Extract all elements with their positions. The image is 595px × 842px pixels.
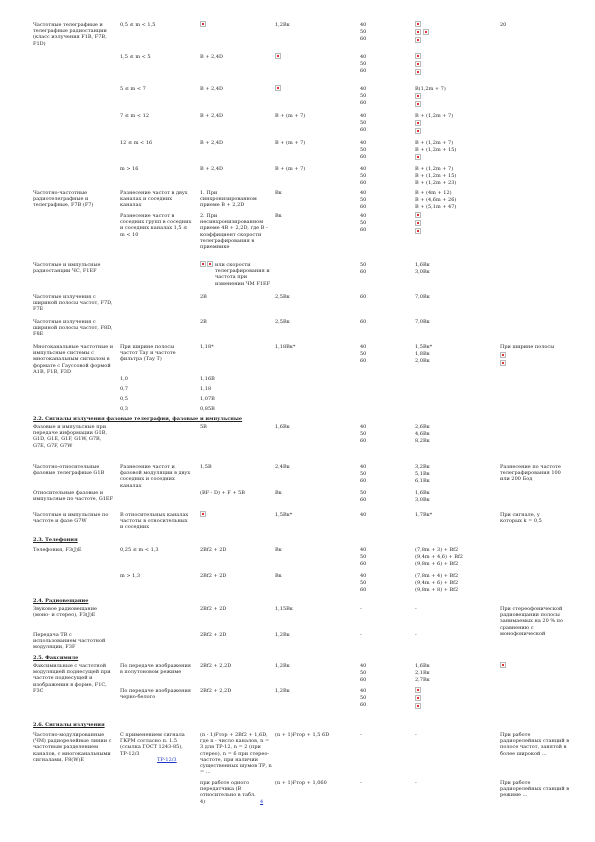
image-placeholder-icon xyxy=(415,695,421,701)
cell-value: 1,5Bк* xyxy=(275,512,293,518)
cell-condition: 0,5 xyxy=(120,396,128,402)
cell-db: 40 xyxy=(360,190,367,196)
row-title: Частотные телеграфные и телеграфные радиостанции (класс излучения F1В, F7В, F1D) xyxy=(33,22,107,47)
image-placeholder-icon xyxy=(200,261,206,267)
cell-db: - xyxy=(360,632,362,638)
cell-formula: при работе одного передатчика (В относительно в табл. 4) xyxy=(200,780,256,805)
cell-bandwidth: (9,4m + 4,6) + Bf2 xyxy=(415,554,463,560)
cell-value: Bк xyxy=(275,573,282,579)
cell-note: Разнесение по частоте телеграфирования 100 или 200 Бод xyxy=(500,464,561,483)
cell-formula: B + 2,4D xyxy=(200,140,224,146)
cell-value: B + (m + 7) xyxy=(275,166,306,172)
cell-db: 60 xyxy=(360,180,367,186)
cell-db: 50 xyxy=(360,220,367,226)
cell-bandwidth: 5,1Bк xyxy=(415,471,430,477)
cell-bandwidth: - xyxy=(415,780,417,786)
cell-db: - xyxy=(360,780,362,786)
cell-formula: 1,16B xyxy=(200,376,215,382)
cell-bandwidth: (9,8m + 6) + Bf2 xyxy=(415,561,459,567)
cell-bandwidth: 8,2Bк xyxy=(415,438,430,444)
cell-db: 60 xyxy=(360,358,367,364)
cell-value: 2,5Bк xyxy=(275,294,290,300)
cell-formula: 2Bf2 + 2D xyxy=(200,632,227,638)
cell-db: 40 xyxy=(360,140,367,146)
cell-db: 50 xyxy=(360,695,367,701)
cell-formula: 2B xyxy=(200,294,207,300)
cell-db: 40 xyxy=(360,573,367,579)
cell-bandwidth: (9,4m + 6) + Bf2 xyxy=(415,580,459,586)
cell-db: 60 xyxy=(360,497,367,503)
cell-bandwidth: 1,6Bк xyxy=(415,663,430,669)
cell-db: 40 xyxy=(360,86,367,92)
cell-note: При работе радиорелейных станций в режиме ... xyxy=(500,780,570,799)
cell-condition: 0,3 xyxy=(120,406,128,412)
cell-db: 40 xyxy=(360,113,367,119)
cell-formula: 2B xyxy=(200,319,207,325)
cell-value: Bк xyxy=(275,190,282,196)
cell-condition: Разнесение частот и фазовой модуляции в двух соседних и соседних каналах xyxy=(120,464,191,489)
cell-db: 40 xyxy=(360,512,367,518)
cell-db: 50 xyxy=(360,120,367,126)
cell-db: 40 xyxy=(360,22,367,28)
cell-formula: 2Bf2 + 2D xyxy=(200,606,227,612)
cell-condition: С применением сигнала ГКРМ согласно п. 1.5 (ссылка ГОСТ 1243-85), ТР-12/3 xyxy=(120,732,185,757)
cell-bandwidth: 1,6Bк xyxy=(415,262,430,268)
section-heading: 2.2. Сигналы излучения фазовые телеграфии, фазовые и импульсные xyxy=(33,416,243,422)
row-title: Частотные излучения с шириной полосы частот, F7D, F7E xyxy=(33,294,113,313)
cell-formula: 2Bf2 + 2D xyxy=(200,573,227,579)
cell-value: 1,2Bк xyxy=(275,663,290,669)
cell-formula: 2. При несинхронизированном приеме 4B + 2,2D, где B - коэффициент скорости телеграфирования в приемнике xyxy=(200,213,268,251)
image-placeholder-icon xyxy=(207,261,213,267)
cell-formula: или скорости телеграфирования и частота при изменении ЧМ F1EF xyxy=(215,262,271,287)
image-placeholder-icon xyxy=(415,21,421,27)
cell-formula: 1,18* xyxy=(200,344,214,350)
row-title: Фазовые и импульсные при передаче информации G1B, G1D, G1E, G1F, G1W, G7B, G7E, G7F, G7W xyxy=(33,424,107,449)
cell-value: 1,6Bк xyxy=(275,424,290,430)
cell-bandwidth: B + (1,2m + 15) xyxy=(415,173,457,179)
cell-bandwidth: 2,1Bк xyxy=(415,670,430,676)
cell-bandwidth: B + (1,2m + 7) xyxy=(415,166,454,172)
cell-bandwidth: 3,0Bк xyxy=(415,269,430,275)
image-placeholder-icon xyxy=(500,352,506,358)
image-placeholder-icon xyxy=(415,53,421,59)
cell-db: 60 xyxy=(360,438,367,444)
cell-db: 50 xyxy=(360,29,367,35)
image-placeholder-icon xyxy=(415,212,421,218)
cell-bandwidth: - xyxy=(415,732,417,738)
cell-value: 2,4Bк xyxy=(275,464,290,470)
cell-bandwidth: 1,7Bк* xyxy=(415,512,433,518)
cell-value: Bк xyxy=(275,213,282,219)
image-placeholder-icon xyxy=(415,29,421,35)
cell-condition: 0,7 xyxy=(120,386,128,392)
image-placeholder-icon xyxy=(500,360,506,366)
cell-value: Bк xyxy=(275,547,282,553)
cell-db: 60 xyxy=(360,36,367,42)
image-placeholder-icon xyxy=(415,228,421,234)
cell-condition: В относительных каналах частоты в относительных и соседних xyxy=(120,512,189,531)
row-title: Частотно-модулированные (ЧМ) радиорелейные линии с частотным разделением каналов, с многоканальными сигналами, F8(W)E xyxy=(33,732,112,763)
cell-db: 60 xyxy=(360,587,367,593)
cell-note: При стереофонической радиовещании полосы занимаемых на 20 % по сравнению с монофонической xyxy=(500,606,564,637)
cell-db: 50 xyxy=(360,580,367,586)
cell-db: 40 xyxy=(360,166,367,172)
cell-db: 60 xyxy=(360,294,367,300)
image-placeholder-icon xyxy=(275,85,281,91)
image-placeholder-icon xyxy=(415,101,421,107)
cell-db: 60 xyxy=(360,677,367,683)
cell-db: 60 xyxy=(360,227,367,233)
cell-condition: 5 ≤ m < 7 xyxy=(120,86,146,92)
cell-condition: 12 ≤ m < 16 xyxy=(120,140,153,146)
cell-formula: (n - 1)Fтop + 2Bf2 + 1,6D, где n - число каналов, n = 3 для ТР-12, n = 2 (при стерео), n = 6 при стерео-частоте, при наличии существенных шумов ТР, n = ... xyxy=(200,732,272,776)
cell-db: - xyxy=(360,606,362,612)
cell-db: 40 xyxy=(360,464,367,470)
cell-value: 1,15Bк xyxy=(275,606,293,612)
cell-value: 1,18Bк* xyxy=(275,344,296,350)
cell-bandwidth: B + (4,6m + 26) xyxy=(415,197,457,203)
cell-value: B + (m + 7) xyxy=(275,113,306,119)
row-title: Частотные излучения с шириной полосы частот, F8D, F8E xyxy=(33,319,113,338)
cell-condition: m > 1,3 xyxy=(120,573,141,579)
cell-bandwidth: B + (1,2m + 23) xyxy=(415,180,457,186)
cell-bandwidth: - xyxy=(415,632,417,638)
cell-db: 50 xyxy=(360,173,367,179)
reference-link[interactable]: 4 xyxy=(260,799,264,805)
cell-db: 40 xyxy=(360,688,367,694)
image-placeholder-icon xyxy=(415,687,421,693)
cell-db: 40 xyxy=(360,424,367,430)
cell-formula: 1,18 xyxy=(200,386,212,392)
image-placeholder-icon xyxy=(415,703,421,709)
cell-value: B + (m + 7) xyxy=(275,140,306,146)
cell-db: 50 xyxy=(360,93,367,99)
cell-bandwidth: B(1,2m + 7) xyxy=(415,86,446,92)
cell-value: 1,2Bк xyxy=(275,688,290,694)
row-title: Относительные фазовые и импульсные по частоте, G1EF xyxy=(33,490,114,503)
row-title: Многоканальные частотные и импульсные системы с многоканальным сигналом в формате с Гауссовой формой А1В, F1В, F3D xyxy=(33,344,114,375)
image-placeholder-icon xyxy=(415,61,421,67)
image-placeholder-icon xyxy=(500,662,506,668)
row-title: Передача ТВ с использованием частотной модуляции, F3F xyxy=(33,632,106,651)
cell-bandwidth: - xyxy=(415,606,417,612)
cell-db: 40 xyxy=(360,663,367,669)
cell-db: 40 xyxy=(360,54,367,60)
cell-db: 60 xyxy=(360,478,367,484)
image-placeholder-icon xyxy=(275,53,281,59)
cell-db: 60 xyxy=(360,269,367,275)
cell-db: 50 xyxy=(360,554,367,560)
cell-formula: 1,07B xyxy=(200,396,215,402)
cell-condition: m > 16 xyxy=(120,166,139,172)
cell-condition: 1,0 xyxy=(120,376,128,382)
cell-formula: (BF - D) + F + 5B xyxy=(200,490,245,496)
image-placeholder-icon xyxy=(423,29,429,35)
image-placeholder-icon xyxy=(415,120,421,126)
cell-db: 60 xyxy=(360,702,367,708)
image-placeholder-icon xyxy=(200,21,206,27)
image-placeholder-icon xyxy=(415,69,421,75)
cell-db: 60 xyxy=(360,68,367,74)
cell-bandwidth: 2,7Bк xyxy=(415,677,430,683)
cell-condition: По передаче изображения в полутоновом режиме xyxy=(120,663,191,676)
image-placeholder-icon xyxy=(415,93,421,99)
cell-value: 1,2Bк xyxy=(275,22,290,28)
cell-condition: По передаче изображения черно-белого xyxy=(120,688,191,701)
cell-bandwidth: B + (1,2m + 7) xyxy=(415,140,454,146)
cell-note: При сигнале, у которых k = 0,5 xyxy=(500,512,542,525)
cell-condition: 0,25 ≤ m < 1,3 xyxy=(120,547,159,553)
cell-bandwidth: B + (4m + 12) xyxy=(415,190,452,196)
cell-condition: 0,5 ≤ m < 1,5 xyxy=(120,22,156,28)
row-title: Частотно-относительные фазовые телеграфные G1B xyxy=(33,464,105,477)
reference-link[interactable]: ТР-12/3 xyxy=(157,757,177,763)
cell-db: 60 xyxy=(360,154,367,160)
row-title: Телефония, F3(J)E xyxy=(33,547,82,553)
cell-bandwidth: (7,8m + 3) + Bf2 xyxy=(415,547,459,553)
cell-formula: 2Bf2 + 2D xyxy=(200,547,227,553)
image-placeholder-icon xyxy=(415,128,421,134)
cell-bandwidth: 6,1Bк xyxy=(415,478,430,484)
row-title: Звуковое радиовещание (моно- и стерео), F3(J)E xyxy=(33,606,98,619)
cell-db: 50 xyxy=(360,262,367,268)
cell-value: 1,2Bк xyxy=(275,632,290,638)
cell-bandwidth: 3,0Bк xyxy=(415,497,430,503)
row-title: Частотные и импульсные по частоте и фазе G7W xyxy=(33,512,109,525)
cell-note: При ширине полосы xyxy=(500,344,555,350)
cell-bandwidth: 2,0Bк xyxy=(415,358,430,364)
section-heading: 2.3. Телефония xyxy=(33,537,78,543)
cell-db: 50 xyxy=(360,197,367,203)
cell-db: 50 xyxy=(360,351,367,357)
cell-db: 50 xyxy=(360,670,367,676)
cell-bandwidth: 1,8Bк xyxy=(415,351,430,357)
cell-bandwidth: (7,8m + 4) + Bf2 xyxy=(415,573,459,579)
cell-condition: Разнесение частот в двух каналах и соседних каналах xyxy=(120,190,188,209)
cell-bandwidth: 7,0Bк xyxy=(415,319,430,325)
cell-value: Bк xyxy=(275,490,282,496)
cell-bandwidth: B + (1,2m + 7) xyxy=(415,113,454,119)
section-heading: 2.5. Факсимиле xyxy=(33,655,79,661)
cell-bandwidth: 7,0Bк xyxy=(415,294,430,300)
cell-value: (n + 1)Fтop + 1,060 xyxy=(275,780,327,786)
cell-db: 60 xyxy=(360,127,367,133)
cell-db: 40 xyxy=(360,213,367,219)
cell-condition: 1,5 ≤ m < 5 xyxy=(120,54,151,60)
row-title: Частотные и импульсные радиостанции ЧС, F1EF xyxy=(33,262,101,275)
cell-db: 60 xyxy=(360,204,367,210)
cell-bandwidth: (9,8m + 8) + Bf2 xyxy=(415,587,459,593)
cell-db: 40 xyxy=(360,344,367,350)
cell-bandwidth: 4,6Bк xyxy=(415,431,430,437)
cell-bandwidth: B + (1,2m + 15) xyxy=(415,147,457,153)
cell-db: 50 xyxy=(360,431,367,437)
cell-bandwidth: 1,5Bк* xyxy=(415,344,433,350)
cell-formula: B + 2,4D xyxy=(200,113,224,119)
cell-value: (n + 1)Fтop + 1,5 6D xyxy=(275,732,330,738)
cell-db: 60 xyxy=(360,319,367,325)
cell-formula: B + 2,4D xyxy=(200,166,224,172)
section-heading: 2.4. Радиовещание xyxy=(33,598,89,604)
image-placeholder-icon xyxy=(415,37,421,43)
cell-db: 60 xyxy=(360,100,367,106)
cell-db: 50 xyxy=(360,471,367,477)
cell-bandwidth: 3,2Bк xyxy=(415,464,430,470)
image-placeholder-icon xyxy=(415,220,421,226)
cell-db: 60 xyxy=(360,561,367,567)
cell-formula: B + 2,4D xyxy=(200,54,224,60)
section-heading: 2.6. Сигналы излучения xyxy=(33,722,105,728)
cell-db: 50 xyxy=(360,490,367,496)
cell-formula: 2Bf2 + 2,2D xyxy=(200,688,232,694)
cell-condition: При ширине полосы частот Тау и частоте фильтра (Тау Т) xyxy=(120,344,176,363)
image-placeholder-icon xyxy=(200,511,206,517)
cell-condition: 7 ≤ m < 12 xyxy=(120,113,150,119)
cell-bandwidth: B + (5,1m + 47) xyxy=(415,204,457,210)
cell-formula: 0,85B xyxy=(200,406,215,412)
cell-condition: Разнесение частот в соседних групп в соседних и соседних каналах 1,5 ≤ m < 10 xyxy=(120,213,192,238)
cell-formula: 1. При синхронизированном приеме B + 2,2D xyxy=(200,190,257,209)
cell-bandwidth: 2,6Bк xyxy=(415,424,430,430)
cell-formula: B + 2,4D xyxy=(200,86,224,92)
cell-db: 50 xyxy=(360,147,367,153)
cell-formula: 2Bf2 + 2,2D xyxy=(200,663,232,669)
cell-value: 2,5Bк xyxy=(275,319,290,325)
row-title: Частотно-частотные радиотелеграфные и телеграфные, F7B (F7) xyxy=(33,190,94,209)
cell-db: - xyxy=(360,732,362,738)
row-title: Факсимильные с частотной модуляцией поднесущей при частоте поднесущей и изображения в форме, F1C, F3C xyxy=(33,663,111,694)
cell-bandwidth: 1,6Bк xyxy=(415,490,430,496)
cell-db: 50 xyxy=(360,61,367,67)
image-placeholder-icon xyxy=(415,154,421,160)
cell-formula: 1,5B xyxy=(200,464,212,470)
cell-note: При работе радиорелейных станций в полосе частот, занятой в более широкой ... xyxy=(500,732,570,757)
cell-db: 40 xyxy=(360,547,367,553)
cell-formula: 5B xyxy=(200,424,207,430)
cell-note: 20 xyxy=(500,22,507,28)
